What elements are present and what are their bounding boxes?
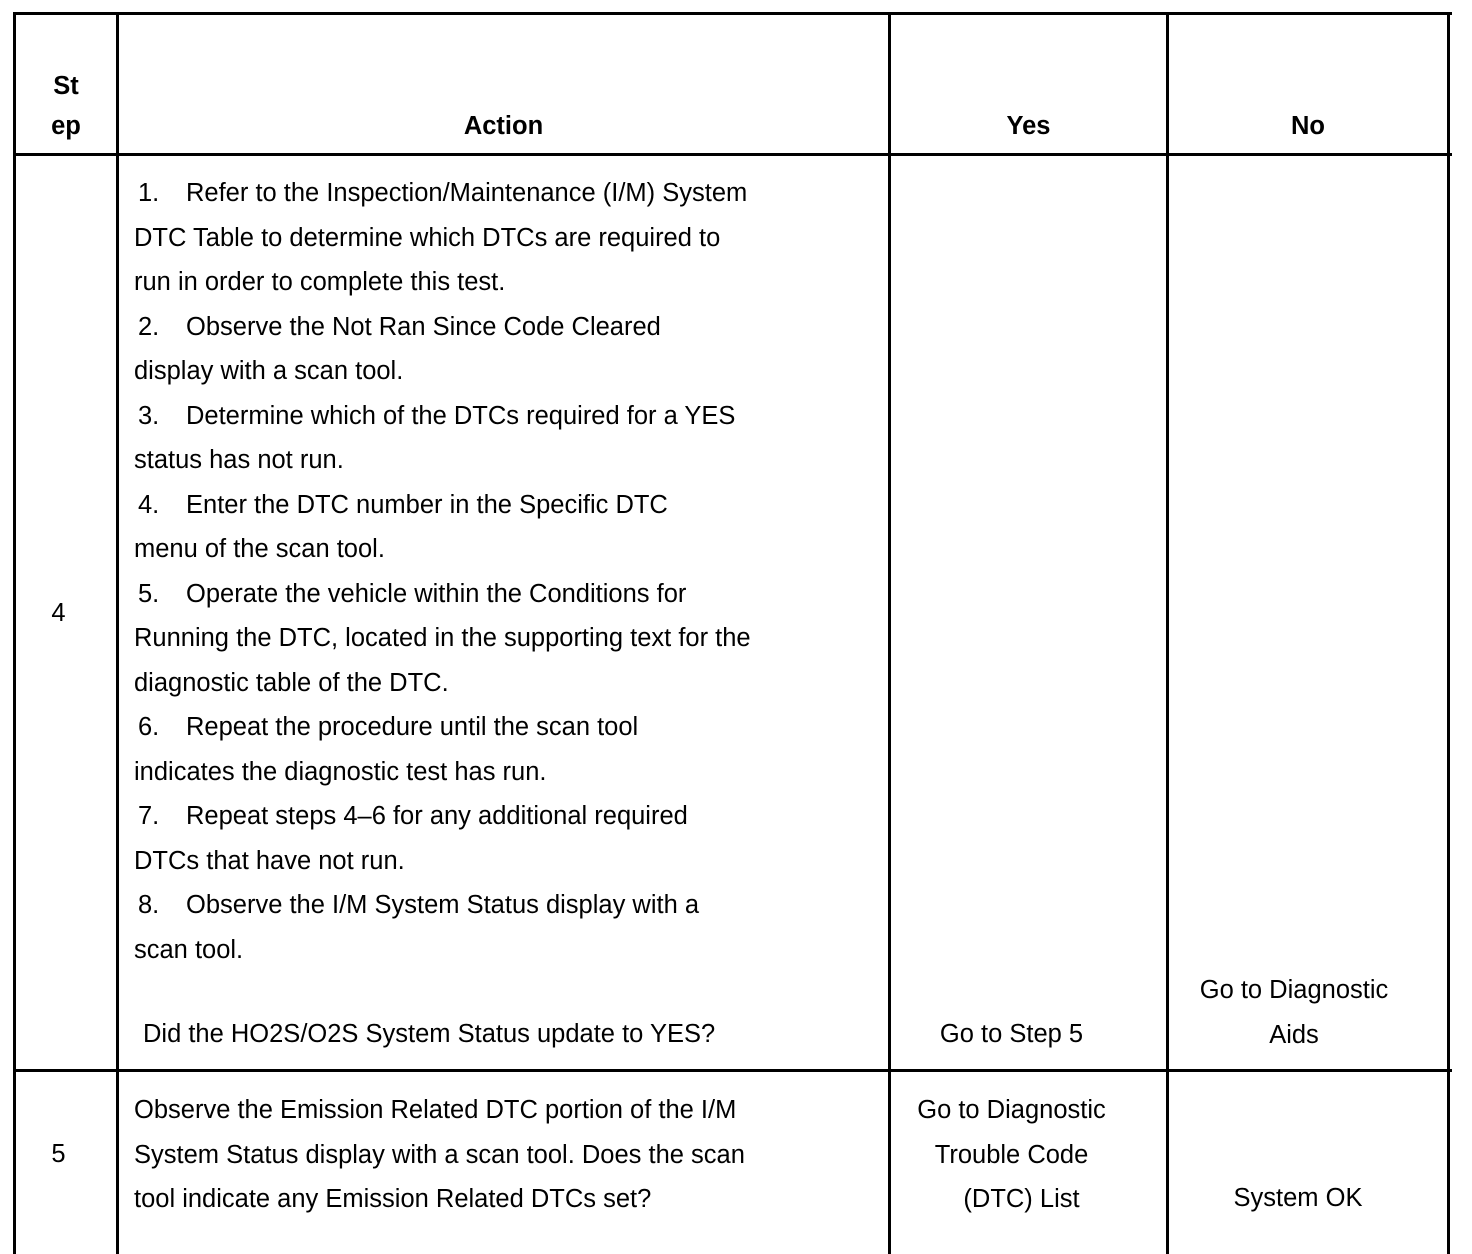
action-item-cont: display with a scan tool. xyxy=(134,357,404,385)
row-divider xyxy=(13,1069,1452,1072)
no-line: Aids xyxy=(1269,1020,1319,1049)
column-divider-action xyxy=(888,12,891,1254)
yes-cell-step-4 xyxy=(874,1012,1149,1057)
action-line: tool indicate any Emission Related DTCs set? xyxy=(134,1185,652,1213)
action-item-cont: status has not run. xyxy=(134,446,344,474)
action-item-cont: menu of the scan tool. xyxy=(134,535,385,563)
table-top-border xyxy=(13,12,1452,15)
action-line: System Status display with a scan tool. Does the scan xyxy=(134,1140,745,1169)
header-bottom-border xyxy=(13,153,1452,156)
no-line: Go to Diagnostic xyxy=(1199,976,1389,1004)
table-right-border xyxy=(1447,12,1450,1254)
no-cell-step-4 xyxy=(1155,968,1433,1057)
header-step-line-1: St xyxy=(53,72,79,100)
header-action: Action xyxy=(463,112,544,140)
action-item-cont: diagnostic table of the DTC. xyxy=(134,668,449,697)
header-step xyxy=(16,66,116,146)
yes-line: Go to Diagnostic xyxy=(917,1096,1106,1124)
action-item-cont: Running the DTC, located in the supporting text for the xyxy=(134,624,751,652)
action-item-cont: indicates the diagnostic test has run. xyxy=(134,757,547,786)
action-item: 4. Enter the DTC number in the Specific DTC xyxy=(138,490,668,519)
action-item: 8. Observe the I/M System Status display with a xyxy=(138,891,700,919)
column-divider-yes xyxy=(1166,12,1169,1254)
action-item: 5. Operate the vehicle within the Conditions for xyxy=(138,579,687,608)
action-item-cont: DTCs that have not run. xyxy=(134,846,405,875)
header-step-line-2: ep xyxy=(51,112,81,140)
no-cell-step-5 xyxy=(1159,1176,1437,1221)
header-yes: Yes xyxy=(1006,112,1051,140)
action-item: 7. Repeat steps 4–6 for any additional required xyxy=(138,802,688,830)
action-cell-step-5 xyxy=(134,1088,745,1222)
yes-line: (DTC) List xyxy=(963,1185,1080,1213)
yes-cell-step-5 xyxy=(874,1088,1149,1222)
action-line: Observe the Emission Related DTC portion of the I/M xyxy=(134,1096,737,1124)
action-item: 6. Repeat the procedure until the scan tool xyxy=(138,713,639,741)
yes-line: Trouble Code xyxy=(934,1140,1089,1169)
action-item-cont: scan tool. xyxy=(134,935,244,964)
step-number-4: 4 xyxy=(51,599,66,627)
step-number-5: 5 xyxy=(51,1140,66,1168)
action-item: 3. Determine which of the DTCs required for a YES xyxy=(138,401,736,430)
header-no: No xyxy=(1291,112,1325,140)
action-item: 2. Observe the Not Ran Since Code Cleared xyxy=(138,312,661,341)
action-cell-step-4 xyxy=(134,171,751,972)
action-item-cont: DTC Table to determine which DTCs are required to xyxy=(134,223,721,252)
question-step-4: Did the HO2S/O2S System Status update to YES? xyxy=(143,1020,716,1048)
action-item-cont: run in order to complete this test. xyxy=(134,268,506,296)
yes-link-step-5: Go to Step 5 xyxy=(939,1020,1084,1048)
no-line: System OK xyxy=(1233,1184,1363,1212)
column-divider-step xyxy=(116,12,119,1254)
action-item: 1. Refer to the Inspection/Maintenance (I/M) System xyxy=(138,179,748,207)
